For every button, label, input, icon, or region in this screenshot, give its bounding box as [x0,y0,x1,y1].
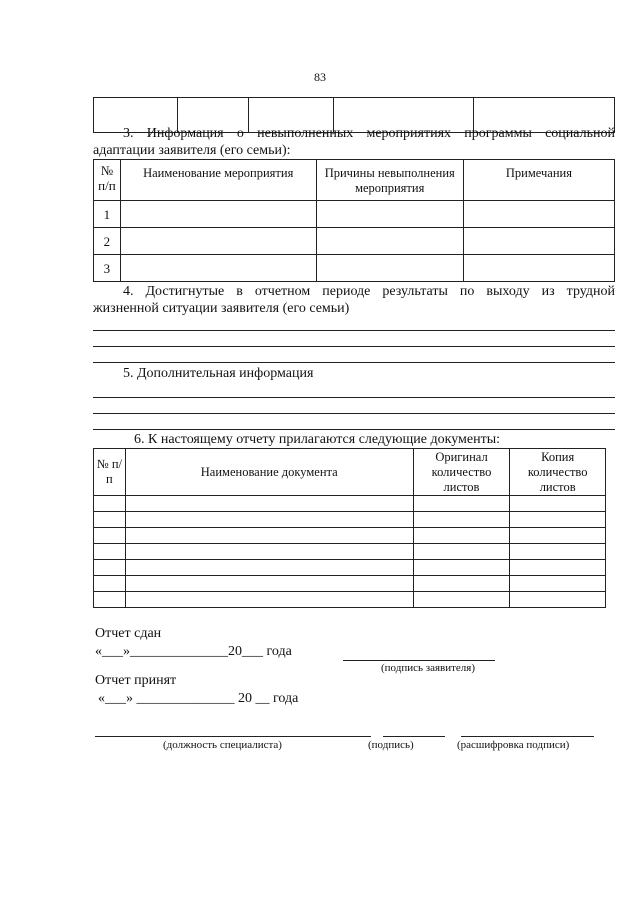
table-cell [510,592,606,608]
header-num: № п/п [94,160,121,201]
header-document-name: Наименование документа [125,449,413,496]
table-cell [94,496,126,512]
table-cell [125,576,413,592]
signature-decoding-line [461,736,594,737]
table-cell [413,592,510,608]
table-cell [94,544,126,560]
page-number: 83 [314,70,326,84]
table-row [94,560,606,576]
table-cell [510,512,606,528]
table-cell [463,255,614,282]
fill-line [93,413,615,414]
table-cell [94,512,126,528]
header-original-sheets: Оригинал количество листов [413,449,510,496]
table-header-row [94,449,606,496]
table-cell [125,496,413,512]
applicant-signature-caption: (подпись заявителя) [381,662,476,674]
report-submitted-label: Отчет сдан [95,626,162,641]
section-5-heading: 5. Дополнительная информация [123,366,314,381]
signature-caption: (подпись) [368,739,414,751]
fill-line [93,429,615,430]
table-cell [316,201,463,228]
table-cell [413,512,510,528]
unfulfilled-activities-table [93,159,615,282]
decoding-caption: (расшифровка подписи) [457,739,570,751]
table-row [94,576,606,592]
table-row [94,228,615,255]
attached-documents-table [93,448,606,608]
table-cell [94,576,126,592]
table-cell [413,560,510,576]
table-cell [125,592,413,608]
table-header-row [94,160,615,201]
header-copy-sheets: Копия количество листов [510,449,606,496]
report-accepted-label: Отчет принят [95,673,177,688]
header-num: № п/п [94,449,126,496]
table-cell [125,560,413,576]
section-4-heading [93,283,615,317]
section-3-line-1: 3. Информация о невыполненных мероприятиях программы социальной [123,126,615,141]
table-row [94,512,606,528]
fill-line [93,330,615,331]
table-cell [510,528,606,544]
table-cell [125,512,413,528]
table-cell [120,201,316,228]
applicant-signature-line [343,660,495,661]
table-cell [94,592,126,608]
table-row [94,201,615,228]
table-cell [94,528,126,544]
table-cell [413,544,510,560]
table-cell [510,560,606,576]
table-cell [316,228,463,255]
section-3-heading [93,125,615,159]
accepted-date-field: «___» ______________ 20 __ года [98,691,299,706]
section-4-line-1: 4. Достигнутые в отчетном периоде результаты по выходу из трудной [123,284,615,299]
table-row [94,592,606,608]
table-row [94,496,606,512]
section-3-line-2: адаптации заявителя (его семьи): [93,143,291,158]
table-cell [463,201,614,228]
fill-line [93,397,615,398]
row-number: 2 [94,228,121,255]
section-6-heading: 6. К настоящему отчету прилагаются следующие документы: [134,432,501,447]
header-activity-name: Наименование мероприятия [120,160,316,201]
table-cell [125,544,413,560]
table-cell [413,496,510,512]
table-cell [413,576,510,592]
table-cell [510,576,606,592]
header-failure-reason: Причины невыполнения мероприятия [316,160,463,201]
table-cell [120,228,316,255]
fill-line [93,346,615,347]
table-cell [125,528,413,544]
table-row [94,528,606,544]
position-caption: (должность специалиста) [163,739,282,751]
table-cell [463,228,614,255]
table-row [94,255,615,282]
row-number: 1 [94,201,121,228]
row-number: 3 [94,255,121,282]
table-cell [120,255,316,282]
table-row [94,544,606,560]
table-cell [316,255,463,282]
section-4-line-2: жизненной ситуации заявителя (его семьи) [93,301,350,316]
submitted-date-field: «___»______________20___ года [95,644,292,659]
specialist-signature-line [383,736,445,737]
fill-line [93,362,615,363]
table-cell [94,560,126,576]
header-notes: Примечания [463,160,614,201]
table-cell [413,528,510,544]
table-cell [510,544,606,560]
specialist-position-line [95,736,371,737]
table-cell [510,496,606,512]
